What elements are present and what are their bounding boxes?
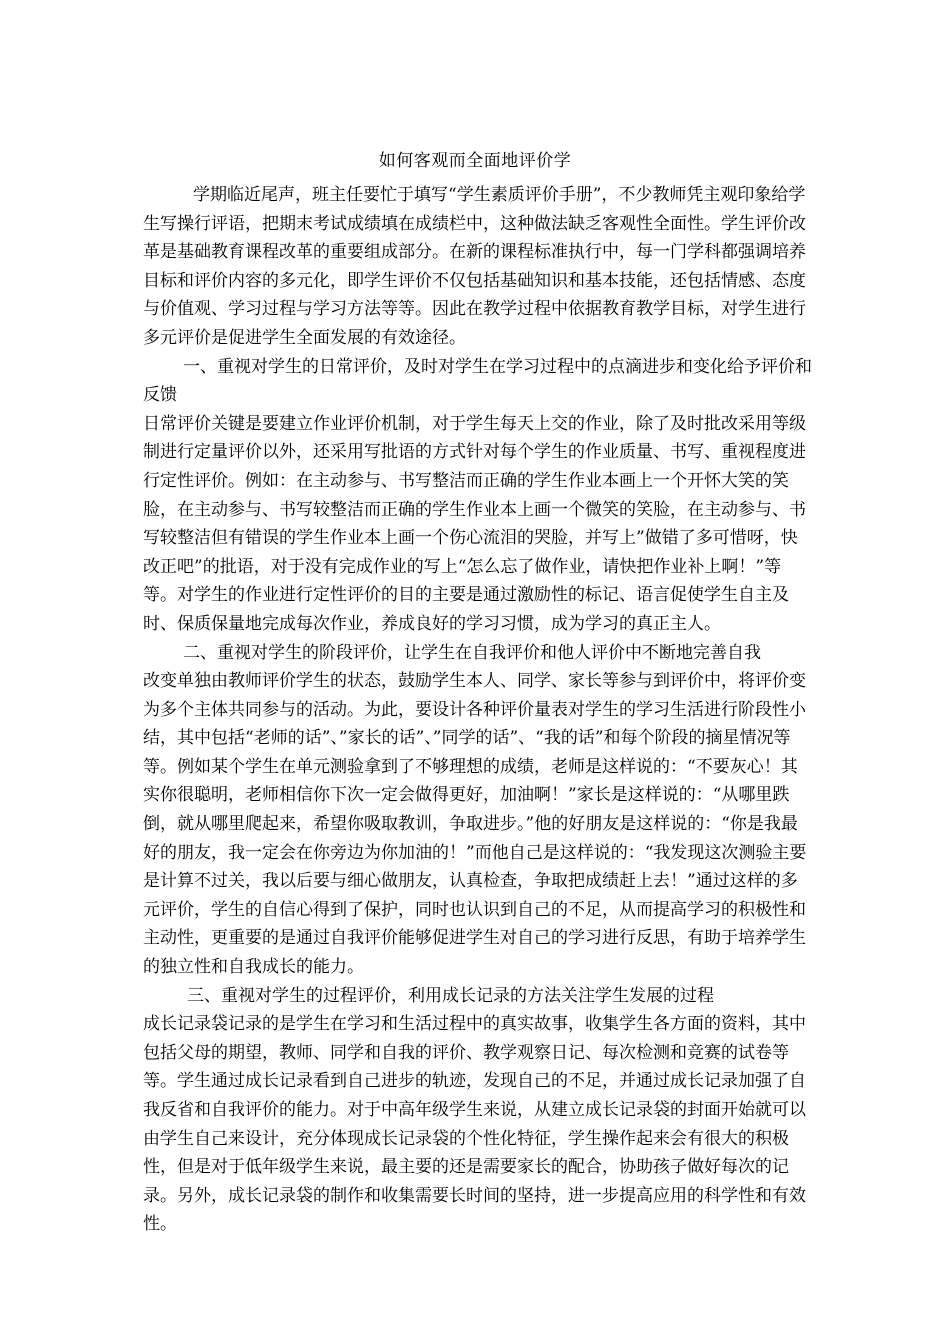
- section-heading-1: 一、重视对学生的日常评价，及时对学生在学习过程中的点滴进步和变化给予评价和反馈: [143, 356, 812, 406]
- intro-paragraph: 学期临近尾声，班主任要忙于填写“学生素质评价手册”，不少教师凭主观印象给学生写操行评语，把期末考试成绩填在成绩栏中，这种做法缺乏客观性全面性。学生评价改革是基础教育课程改革的重要组成部分。在新的课程标准执行中，每一门学科都强调培养目标和评价内容的多元化，即学生评价不仅包括基础知识和基本技能，还包括情感、态度与价值观、学习过程与学习方法等等。因此在教学过程中依据教育教学目标，对学生进行多元评价是促进学生全面发展的有效途径。: [143, 185, 806, 348]
- document-title: 如何客观而全面地评价学: [378, 151, 572, 171]
- section-paragraph-2: 改变单独由教师评价学生的状态，鼓励学生本人、同学、家长等参与到评价中，将评价变为多个主体共同参与的活动。为此，要设计各种评价量表对学生的学习生活进行阶段性小结，其中包括“老师的话”、”家长的话”、”同学的话”、“我的话”和每个阶段的摘星情况等等。例如某个学生在单元测验拿到了不够理想的成绩，老师是这样说的：“不要灰心！其实你很聪明，老师相信你下次一定会做得更好，加油啊！”家长是这样说的：“从哪里跌倒，就从哪里爬起来，希望你吸取教训，争取进步。”他的好朋友是这样说的：“你是我最好的朋友，我一定会在你旁边为你加油的！”而他自己是这样说的：“我发现这次测验主要是计算不过关，我以后要与细心做朋友，认真检查，争取把成绩赶上去！”通过这样的多元评价，学生的自信心得到了保护，同时也认识到自己的不足，从而提高学习的积极性和主动性，更重要的是通过自我评价能够促进学生对自己的学习进行反思，有助于培养学生的独立性和自我成长的能力。: [143, 671, 807, 978]
- section-heading-3: 三、重视对学生的过程评价，利用成长记录的方法关注学生发展的过程: [187, 985, 714, 1006]
- section-paragraph-3: 成长记录袋记录的是学生在学习和生活过程中的真实故事，收集学生各方面的资料，其中包括父母的期望，教师、同学和自我的评价、教学观察日记、每次检测和竞赛的试卷等等。学生通过成长记录看到自己进步的轨迹，发现自己的不足，并通过成长记录加强了自我反省和自我评价的能力。对于中高年级学生来说，从建立成长记录袋的封面开始就可以由学生自己来设计，充分体现成长记录袋的个性化特征，学生操作起来会有很大的积极性，但是对于低年级学生来说，最主要的还是需要家长的配合，协助孩子做好每次的记录。另外，成长记录袋的制作和收集需要长时间的坚持，进一步提高应用的科学性和有效性。: [143, 1014, 806, 1235]
- section-paragraph-1: 日常评价关键是要建立作业评价机制，对于学生每天上交的作业，除了及时批改采用等级制进行定量评价以外，还采用写批语的方式针对每个学生的作业质量、书写、重视程度进行定性评价。例如：在主动参与、书写整洁而正确的学生作业本画上一个开怀大笑的笑脸，在主动参与、书写较整洁而正确的学生作业本上画一个微笑的笑脸，在主动参与、书写较整洁但有错误的学生作业本上画一个伤心流泪的哭脸，并写上”做错了多可惜呀，快改正吧”的批语，对于没有完成作业的写上“怎么忘了做作业，请快把作业补上啊！”等等。对学生的作业进行定性评价的目的主要是通过激励性的标记、语言促使学生自主及时、保质保量地完成每次作业，养成良好的学习习惯，成为学习的真正主人。: [143, 413, 806, 634]
- document-body: [143, 181, 812, 1239]
- section-heading-2: 二、重视对学生的阶段评价，让学生在自我评价和他人评价中不断地完善自我: [183, 642, 761, 663]
